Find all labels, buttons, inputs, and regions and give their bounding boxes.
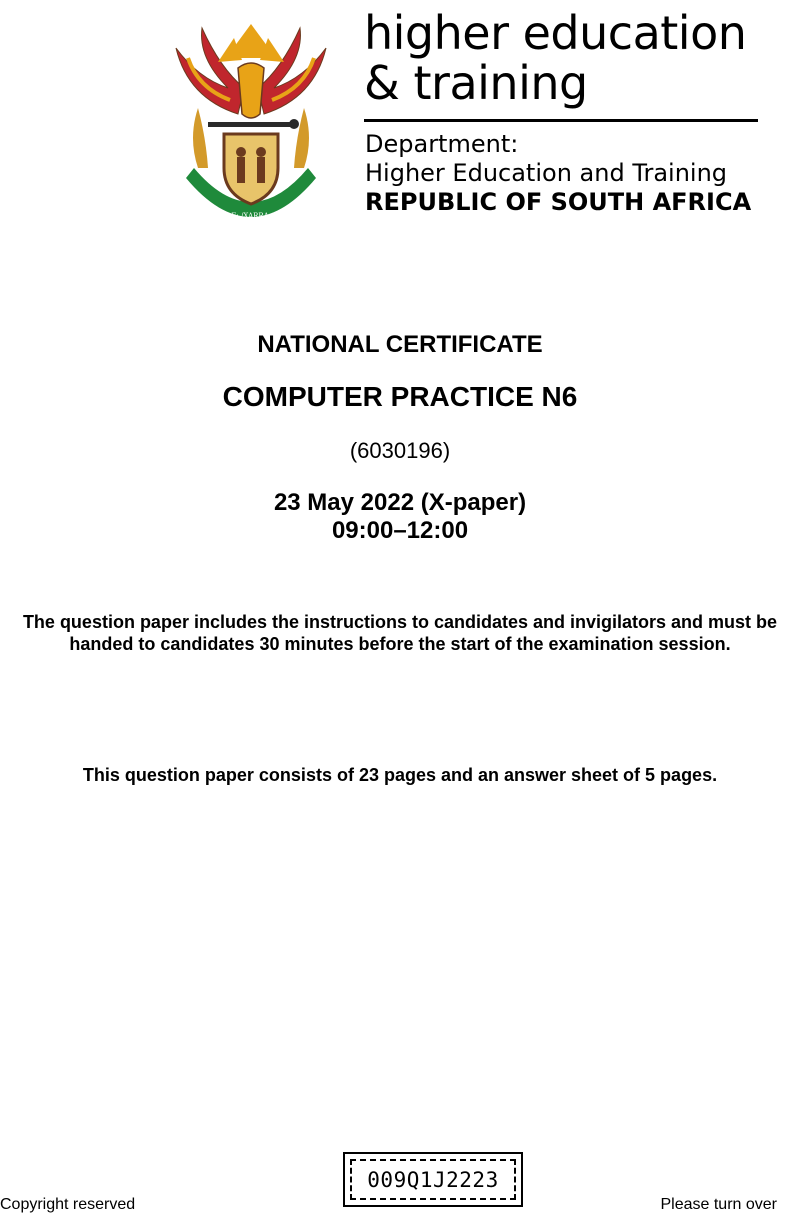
wheat-left [193,108,208,168]
copyright-notice: Copyright reserved [0,1196,136,1213]
department-name: Higher Education and Training [365,159,728,187]
instructions-line2: handed to candidates 30 minutes before the start of the examination session. [69,634,731,654]
subject-code: (6030196) [349,438,451,463]
rising-sun [218,24,284,62]
department-label: Department: [365,130,519,158]
certificate-title: NATIONAL CERTIFICATE [257,331,543,358]
logo-divider [364,119,758,122]
country-name: REPUBLIC OF SOUTH AFRICA [365,188,752,216]
coat-of-arms-icon [168,18,334,234]
logo-text-line2: & training [364,56,588,110]
turn-over-note: Please turn over [660,1196,777,1213]
paper-code-box [343,1152,523,1207]
pages-note: This question paper consists of 23 pages and an answer sheet of 5 pages. [82,765,718,785]
exam-date: 23 May 2022 (X-paper) [273,489,527,516]
logo-text-line1: higher education [364,6,747,60]
instructions-paragraph [0,611,800,655]
paper-code-dashed-border [350,1159,516,1200]
shield [224,134,278,204]
bird-body [238,63,264,118]
wheat-right [294,108,309,168]
subject-title: COMPUTER PRACTICE N6 [222,381,578,412]
instructions-line1: The question paper includes the instructions to candidates and invigilators and must be [22,612,778,632]
exam-time: 09:00–12:00 [331,517,469,544]
motto-text: !KE E: /XARRA //KE [215,212,287,220]
paper-code: 009Q1J2223 [367,1167,499,1192]
